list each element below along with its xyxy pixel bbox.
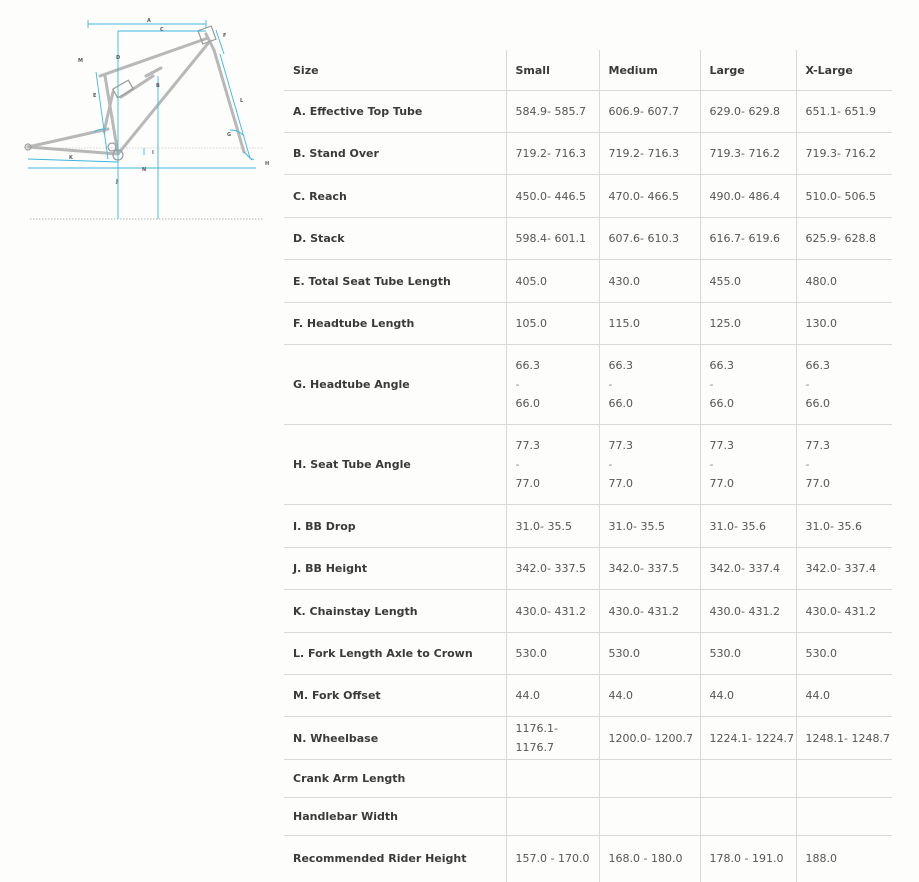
range-value: 77.3: [515, 439, 540, 452]
row-label: I. BB Drop: [284, 505, 506, 548]
range-value: 66.3: [608, 359, 633, 372]
cell-value: 1248.1- 1248.7: [796, 717, 892, 760]
header-medium: Medium: [599, 50, 700, 91]
range-value: 77.0: [805, 477, 830, 490]
cell-value: [796, 798, 892, 836]
dim-label-a: A: [147, 18, 151, 24]
cell-value: 31.0- 35.5: [506, 505, 599, 548]
dim-label-c: C: [160, 27, 164, 33]
range-separator: -: [515, 378, 520, 391]
cell-value: 510.0- 506.5: [796, 175, 892, 218]
range-value: 66.3: [805, 359, 830, 372]
cell-value: 342.0- 337.5: [599, 548, 700, 590]
range-separator: -: [709, 378, 714, 391]
range-value: 77.3: [805, 439, 830, 452]
row-label: E. Total Seat Tube Length: [284, 260, 506, 303]
cell-value: 188.0: [796, 836, 892, 882]
row-label: B. Stand Over: [284, 133, 506, 175]
cell-value: [700, 425, 796, 505]
dim-label-f: F: [223, 33, 227, 39]
cell-value: 44.0: [700, 675, 796, 717]
dim-label-j: J: [116, 179, 118, 185]
cell-value: 31.0- 35.6: [700, 505, 796, 548]
geometry-table: [284, 50, 892, 882]
cell-value: 405.0: [506, 260, 599, 303]
header-large: Large: [700, 50, 796, 91]
cell-value: 44.0: [599, 675, 700, 717]
cell-value: 606.9- 607.7: [599, 91, 700, 133]
cell-value: 115.0: [599, 303, 700, 345]
cell-value: 430.0- 431.2: [700, 590, 796, 633]
cell-value: 430.0- 431.2: [599, 590, 700, 633]
cell-value: 1176.1- 1176.7: [506, 717, 599, 760]
cell-value: 168.0 - 180.0: [599, 836, 700, 882]
cell-value: [700, 760, 796, 798]
cell-value: 44.0: [796, 675, 892, 717]
row-label: C. Reach: [284, 175, 506, 218]
dim-label-k: K: [69, 155, 73, 161]
cell-value: [599, 798, 700, 836]
dim-label-b: B: [156, 83, 160, 89]
cell-value: [796, 425, 892, 505]
row-label: D. Stack: [284, 218, 506, 260]
row-label: Recommended Rider Height: [293, 852, 467, 866]
cell-value: 629.0- 629.8: [700, 91, 796, 133]
table-row: [284, 425, 892, 505]
cell-value: 130.0: [796, 303, 892, 345]
cell-value: 1200.0- 1200.7: [599, 717, 700, 760]
range-value: 66.0: [805, 397, 830, 410]
cell-value: 157.0 - 170.0: [506, 836, 599, 882]
table-row: [284, 345, 892, 425]
table-header-row: [284, 50, 892, 91]
cell-value: 31.0- 35.5: [599, 505, 700, 548]
row-label: A. Effective Top Tube: [284, 91, 506, 133]
row-label: Handlebar Width: [284, 798, 506, 836]
table-row: [284, 175, 892, 218]
range-value: 77.0: [709, 477, 734, 490]
table-row: [284, 303, 892, 345]
cell-value: 178.0 - 191.0: [700, 836, 796, 882]
range-value: 77.0: [608, 477, 633, 490]
cell-value: 342.0- 337.5: [506, 548, 599, 590]
table-row: [284, 633, 892, 675]
cell-value: 105.0: [506, 303, 599, 345]
dim-label-n: N: [142, 167, 147, 173]
table-row: [284, 798, 892, 836]
table-row: [284, 836, 892, 882]
cell-value: 430.0- 431.2: [796, 590, 892, 633]
cell-value: 625.9- 628.8: [796, 218, 892, 260]
table-row: [284, 91, 892, 133]
cell-value: 719.3- 716.2: [700, 133, 796, 175]
range-value: 77.3: [709, 439, 734, 452]
cell-value: 530.0: [506, 633, 599, 675]
range-separator: -: [608, 378, 613, 391]
cell-value: [506, 798, 599, 836]
cell-value: 530.0: [700, 633, 796, 675]
dim-label-d: D: [116, 55, 121, 61]
range-separator: -: [709, 458, 714, 471]
dim-label-l: L: [240, 98, 244, 104]
table-row: [284, 760, 892, 798]
row-label: G. Headtube Angle: [284, 345, 506, 425]
range-separator: -: [805, 458, 810, 471]
range-value: 66.3: [515, 359, 540, 372]
dim-label-m: M: [78, 58, 83, 64]
cell-value: 530.0: [599, 633, 700, 675]
cell-value: 651.1- 651.9: [796, 91, 892, 133]
cell-value: [796, 760, 892, 798]
row-label: N. Wheelbase: [284, 717, 506, 760]
range-value: 66.3: [709, 359, 734, 372]
row-label: M. Fork Offset: [284, 675, 506, 717]
header-x-large: X-Large: [796, 50, 892, 91]
cell-value: [700, 345, 796, 425]
cell-value: 598.4- 601.1: [506, 218, 599, 260]
range-value: 66.0: [709, 397, 734, 410]
cell-value: 450.0- 446.5: [506, 175, 599, 218]
table-row: [284, 505, 892, 548]
cell-value: 455.0: [700, 260, 796, 303]
cell-value: 1224.1- 1224.7: [700, 717, 796, 760]
cell-value: 125.0: [700, 303, 796, 345]
row-label: J. BB Height: [284, 548, 506, 590]
table-row: [284, 717, 892, 760]
header-small: Small: [506, 50, 599, 91]
cell-value: 719.3- 716.2: [796, 133, 892, 175]
table-row: [284, 260, 892, 303]
range-separator: -: [515, 458, 520, 471]
table-row: [284, 548, 892, 590]
geometry-table-body: [284, 91, 892, 882]
cell-value: 342.0- 337.4: [796, 548, 892, 590]
cell-value: 490.0- 486.4: [700, 175, 796, 218]
cell-value: [506, 345, 599, 425]
dim-label-e: E: [93, 93, 97, 99]
cell-value: 430.0- 431.2: [506, 590, 599, 633]
cell-value: 470.0- 466.5: [599, 175, 700, 218]
range-separator: -: [805, 378, 810, 391]
row-label: L. Fork Length Axle to Crown: [284, 633, 506, 675]
cell-value: [506, 760, 599, 798]
cell-value: 31.0- 35.6: [796, 505, 892, 548]
dim-label-h: H: [265, 161, 270, 167]
cell-value: 607.6- 610.3: [599, 218, 700, 260]
row-label: F. Headtube Length: [284, 303, 506, 345]
cell-value: [599, 760, 700, 798]
range-value: 66.0: [608, 397, 633, 410]
frame-geometry-illustration: [18, 14, 278, 226]
header-size: Size: [284, 50, 506, 91]
table-row: [284, 590, 892, 633]
cell-value: [599, 345, 700, 425]
cell-value: [700, 798, 796, 836]
dim-label-g: G: [227, 132, 232, 138]
range-value: 77.0: [515, 477, 540, 490]
dim-label-i: I: [152, 150, 154, 156]
range-value: 66.0: [515, 397, 540, 410]
cell-value: 616.7- 619.6: [700, 218, 796, 260]
row-label: Crank Arm Length: [284, 760, 506, 798]
row-label: K. Chainstay Length: [284, 590, 506, 633]
cell-value: [796, 345, 892, 425]
cell-value: [599, 425, 700, 505]
cell-value: 719.2- 716.3: [506, 133, 599, 175]
row-label: H. Seat Tube Angle: [284, 425, 506, 505]
cell-value: 530.0: [796, 633, 892, 675]
cell-value: 719.2- 716.3: [599, 133, 700, 175]
cell-value: 430.0: [599, 260, 700, 303]
range-separator: -: [608, 458, 613, 471]
range-value: 77.3: [608, 439, 633, 452]
cell-value: [506, 425, 599, 505]
table-row: [284, 675, 892, 717]
table-row: [284, 218, 892, 260]
cell-value: 44.0: [506, 675, 599, 717]
cell-value: 584.9- 585.7: [506, 91, 599, 133]
bike-geometry-diagram: [18, 14, 278, 226]
table-row: [284, 133, 892, 175]
cell-value: 342.0- 337.4: [700, 548, 796, 590]
cell-value: 480.0: [796, 260, 892, 303]
